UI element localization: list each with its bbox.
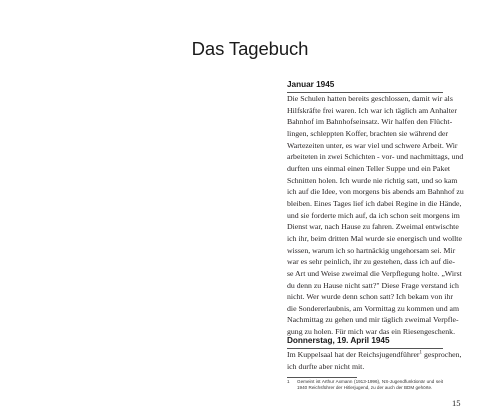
text-line: war es sehr peinlich, ihr zu gestehen, dass ich auf die- — [287, 257, 456, 267]
text-line: ich ihr, beim dritten Mal wurde sie energisch und wollte — [287, 233, 462, 243]
text-line: Dienst war, nach Hause zu fahren. Zweimal entwischte — [287, 222, 459, 232]
footnote-text — [297, 379, 443, 392]
entry-heading: Januar 1945 — [287, 80, 335, 89]
text-line: arbeiteten in zwei Schichten - vor- und nachmittags, und — [287, 152, 464, 162]
footnote-line: Gemeint ist Arthur Axmann (1913-1996), NS-Jugendfunktionär und seit — [297, 379, 443, 384]
text-line: bleiben. Eines Tages lief ich dabei Regine in die Hände, — [287, 198, 462, 208]
text-line: Die Schulen hatten bereits geschlossen, damit wir als — [287, 94, 453, 103]
text-line: gung zu holen. Für mich war das ein Riesengeschenk. — [287, 327, 456, 337]
text-line: Wartezeiten unter, es war viel und schwere Arbeit. Wir — [287, 140, 458, 150]
footnote-line: 1940 Reichsführer der Hitlerjugend, zu der auch der BDM gehörte. — [297, 385, 433, 391]
text-line — [287, 349, 462, 361]
text-line: se Art und Weise zweimal die Verpflegung holte. „Wirst — [287, 268, 462, 278]
text-line: du denn zu Hause nicht satt?" Diese Frage verstand ich — [287, 280, 459, 290]
entry-body — [287, 349, 462, 372]
footnote-rule — [287, 377, 357, 378]
text-line: Schnitten holen. Ich wurde nie richtig satt, und so kam — [287, 175, 458, 185]
text-line: ich auf die Idee, von morgens bis abends am Bahnhof zu — [287, 187, 464, 197]
text-line: Bahnhof im Bahnhofseinsatz. Wir halfen den Flücht- — [287, 117, 453, 127]
footnote-number: 1 — [287, 379, 290, 384]
entry-heading: Donnerstag, 19. April 1945 — [287, 336, 390, 345]
text-line: wissen, warum ich so hartnäckig ungehorsam sei. Mir — [287, 245, 456, 255]
text-segment: gesprochen, — [422, 350, 462, 359]
footnote — [287, 379, 443, 392]
text-line: ich durfte aber nicht mit. — [287, 361, 365, 371]
page-title: Das Tagebuch — [191, 38, 309, 59]
text-line: und sie forderte mich auf, da ich schon seit morgens im — [287, 210, 460, 220]
text-segment: Im Kuppelsaal hat der Reichsjugendführer — [287, 350, 420, 359]
page-number: 15 — [452, 398, 461, 408]
entry-body — [287, 93, 464, 338]
text-line: Hilfskräfte frei waren. Ich war ich täglich am Anhalter — [287, 105, 457, 115]
text-line: durften uns einmal einen Teller Suppe und ein Paket — [287, 163, 451, 173]
text-line: lingen, schleppten Koffer, brachten sie während der — [287, 128, 449, 138]
footnote-ref[interactable]: 1 — [419, 350, 423, 356]
text-line: die Sondererlaubnis, am Vormittag zu kommen und am — [287, 303, 460, 313]
text-line: nicht. Wer wurde denn schon satt? Ich bekam von ihr — [287, 292, 453, 302]
text-line: Nachmittag zu gehen und mir täglich zweimal Verpfle- — [287, 315, 459, 325]
